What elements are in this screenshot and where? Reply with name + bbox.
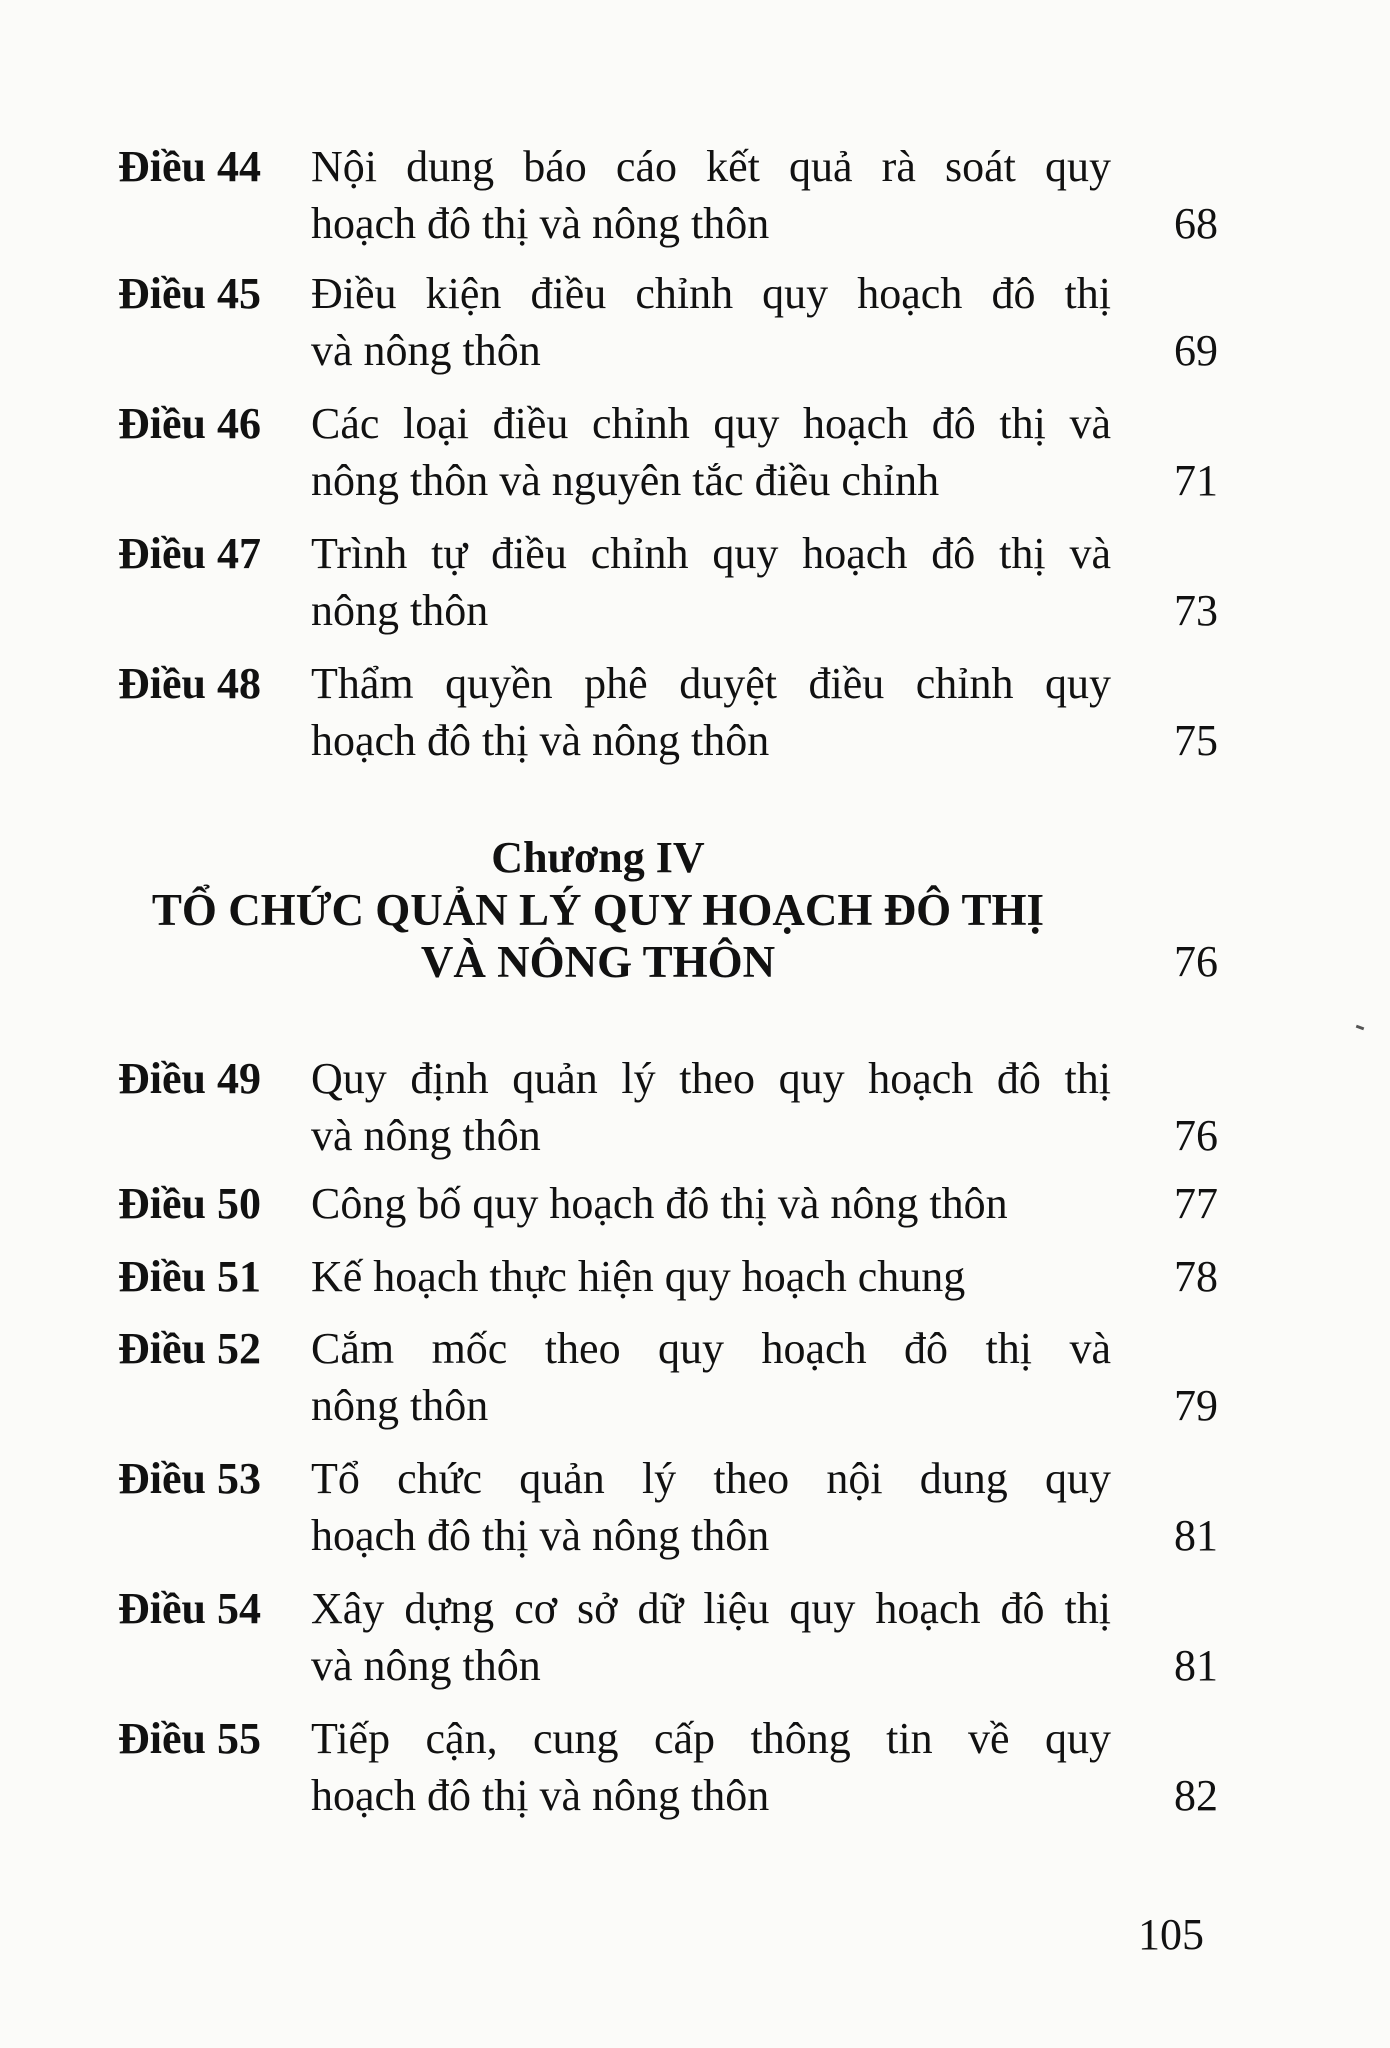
entry-title [311, 1050, 1111, 1164]
entry-title-line: Các loại điều chỉnh quy hoạch đô thị và [311, 399, 1111, 448]
entry-title-line: nông thôn [311, 1381, 489, 1430]
entry-title [311, 1450, 1111, 1564]
scan-speck [1356, 1025, 1365, 1031]
entry-label: Điều 51 [118, 1252, 261, 1301]
entry-label: Điều 48 [118, 659, 261, 708]
entry-title-line: Quy định quản lý theo quy hoạch đô thị [311, 1054, 1111, 1103]
entry-page-number: 71 [1174, 456, 1218, 505]
entry-title [311, 525, 1111, 639]
entry-title-line: hoạch đô thị và nông thôn [311, 1771, 770, 1820]
entry-title-line: và nông thôn [311, 1111, 541, 1160]
entry-title-line: Nội dung báo cáo kết quả rà soát quy [311, 142, 1111, 191]
entry-page-number: 79 [1174, 1381, 1218, 1430]
chapter-title-line: VÀ NÔNG THÔN [420, 937, 776, 987]
entry-label: Điều 49 [118, 1054, 261, 1103]
entry-label: Điều 55 [118, 1714, 261, 1763]
entry-title-line: Điều kiện điều chỉnh quy hoạch đô thị [311, 269, 1111, 318]
entry-page-number: 77 [1174, 1179, 1218, 1228]
entry-title-line: Xây dựng cơ sở dữ liệu quy hoạch đô thị [311, 1584, 1111, 1633]
entry-page-number: 68 [1174, 199, 1218, 248]
entry-title-line: và nông thôn [311, 326, 541, 375]
entry-label: Điều 53 [118, 1454, 261, 1503]
entry-title [311, 395, 1111, 509]
entry-title-line: Tổ chức quản lý theo nội dung quy [311, 1454, 1111, 1503]
entry-title-line: Trình tự điều chỉnh quy hoạch đô thị và [311, 529, 1111, 578]
entry-label: Điều 50 [118, 1179, 261, 1228]
entry-label: Điều 47 [118, 529, 261, 578]
entry-title-line: nông thôn [311, 586, 489, 635]
entry-label: Điều 52 [118, 1324, 261, 1373]
entry-title [311, 1580, 1111, 1694]
entry-title-line: Cắm mốc theo quy hoạch đô thị và [311, 1324, 1111, 1373]
entry-title [311, 1248, 1111, 1305]
entry-title [311, 138, 1111, 252]
entry-title [311, 655, 1111, 769]
entry-title-line: Công bố quy hoạch đô thị và nông thôn [311, 1179, 1008, 1228]
chapter-label: Chương IV [491, 833, 705, 882]
entry-title-line: hoạch đô thị và nông thôn [311, 716, 770, 765]
entry-page-number: 76 [1174, 1111, 1218, 1160]
entry-title-line: Tiếp cận, cung cấp thông tin về quy [311, 1714, 1111, 1763]
entry-label: Điều 45 [118, 269, 261, 318]
chapter-page-number: 76 [1174, 937, 1218, 986]
entry-label: Điều 54 [118, 1584, 261, 1633]
entry-page-number: 69 [1174, 326, 1218, 375]
entry-title-line: hoạch đô thị và nông thôn [311, 199, 770, 248]
page-number: 105 [1138, 1910, 1204, 1959]
chapter-title-line: TỔ CHỨC QUẢN LÝ QUY HOẠCH ĐÔ THỊ [151, 885, 1045, 935]
entry-title-line: và nông thôn [311, 1641, 541, 1690]
entry-page-number: 82 [1174, 1771, 1218, 1820]
entry-title [311, 1175, 1111, 1232]
entry-page-number: 75 [1174, 716, 1218, 765]
entry-title-line: hoạch đô thị và nông thôn [311, 1511, 770, 1560]
entry-page-number: 78 [1174, 1252, 1218, 1301]
entry-title [311, 1710, 1111, 1824]
entry-title-line: Kế hoạch thực hiện quy hoạch chung [311, 1252, 966, 1301]
entry-label: Điều 46 [118, 399, 261, 448]
entry-page-number: 73 [1174, 586, 1218, 635]
entry-title [311, 1320, 1111, 1434]
entry-title-line: Thẩm quyền phê duyệt điều chỉnh quy [311, 659, 1111, 708]
entry-page-number: 81 [1174, 1641, 1218, 1690]
entry-label: Điều 44 [118, 142, 261, 191]
entry-title-line: nông thôn và nguyên tắc điều chỉnh [311, 456, 940, 505]
entry-title [311, 265, 1111, 379]
entry-page-number: 81 [1174, 1511, 1218, 1560]
